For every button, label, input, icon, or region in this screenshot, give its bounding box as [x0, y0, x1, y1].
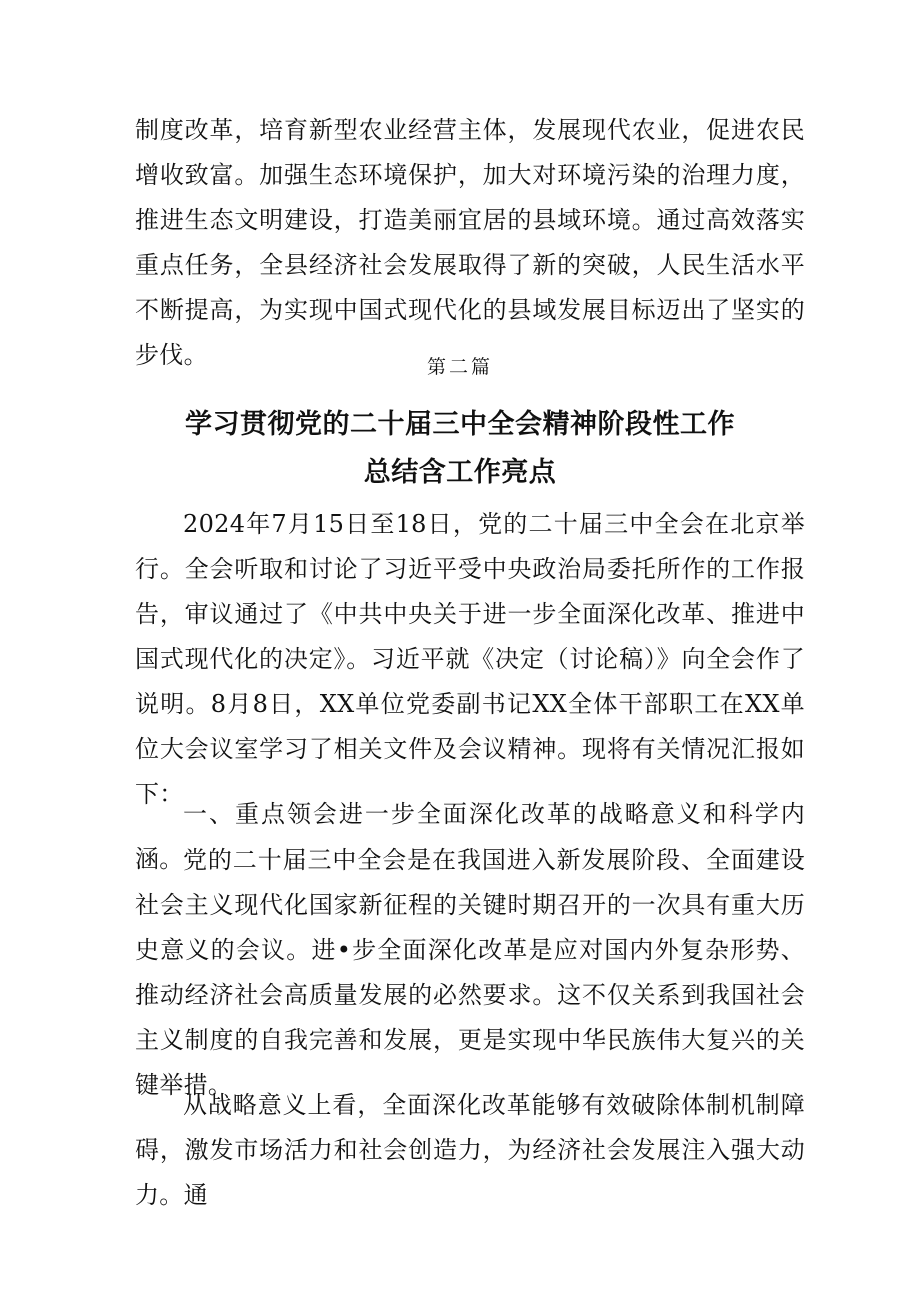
- document-title-line-2: 总结含工作亮点: [363, 457, 557, 488]
- section-heading-one: 一、重点领会进一步全面深化改革的战略意义和科学内涵。: [135, 800, 805, 873]
- strategic-meaning-paragraph: 从战略意义上看，全面深化改革能够有效破除体制机制障碍，激发市场活力和社会创造力，为经济社会发展注入强大动力。通: [135, 1091, 805, 1209]
- section-label: 第二篇: [426, 356, 493, 378]
- significance-paragraph: 党的二十届三中全会是在我国进入新发展阶段、全面建设社会主义现代化国家新征程的关键时期召开的一次具有重大历史意义的会议。进•步全面深化改革是应对国内外复杂形势、推动经济社会高质量发展的必然要求。这不仅关系到我国社会主义制度的自我完善和发展，更是实现中华民族伟大复兴的关键举措。: [135, 846, 805, 1099]
- document-title-line-1: 学习贯彻党的二十届三中全会精神阶段性工作: [185, 409, 735, 440]
- intro-paragraph: 2024年7月15日至18日，党的二十届三中全会在北京举行。全会听取和讨论了习近平受中央政治局委托所作的工作报告，审议通过了《中共中央关于进一步全面深化改革、推进中国式现代化的决定》。习近平就《决定（讨论稿）》向全会作了说明。8月8日，XX单位党委副书记XX全体干部职工在XX单位大会议室学习了相关文件及会议精神。现将有关情况汇报如下：: [135, 510, 805, 808]
- continuation-paragraph: 制度改革，培育新型农业经营主体，发展现代农业，促进农民增收致富。加强生态环境保护，加大对环境污染的治理力度，推进生态文明建设，打造美丽宜居的县域环境。通过高效落实重点任务，全县经济社会发展取得了新的突破，人民生活水平不断提高，为实现中国式现代化的县域发展目标迈出了坚实的步伐。: [135, 116, 805, 369]
